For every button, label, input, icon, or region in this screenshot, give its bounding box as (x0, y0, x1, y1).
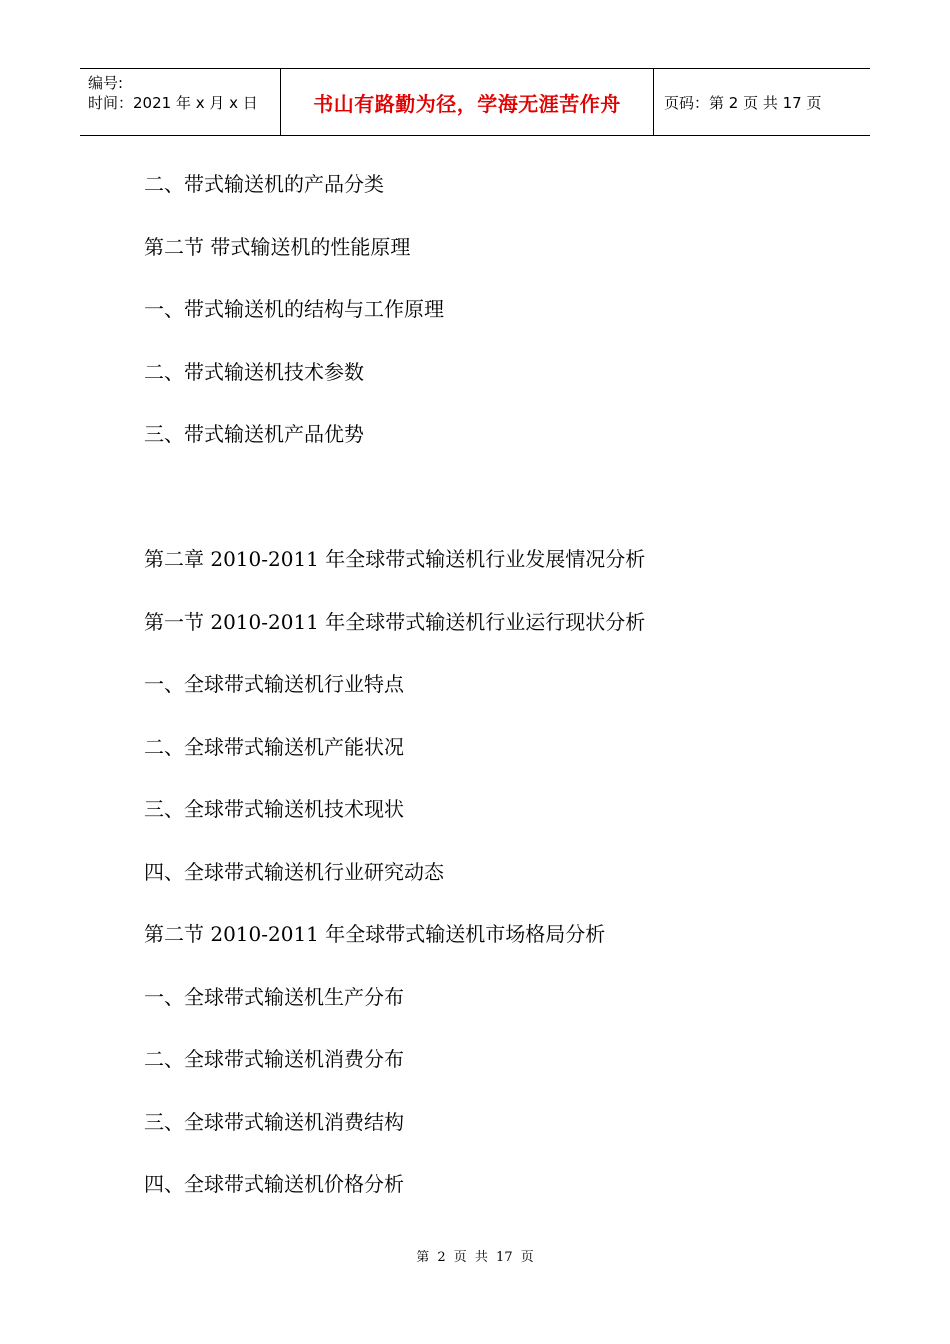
toc-item: 三、全球带式输送机消费结构 (144, 1109, 404, 1134)
toc-item: 第二章 2010-2011 年全球带式输送机行业发展情况分析 (144, 547, 646, 571)
toc-item: 一、全球带式输送机生产分布 (144, 984, 404, 1009)
table-of-contents (144, 168, 645, 1231)
toc-item: 一、带式输送机的结构与工作原理 (144, 297, 444, 321)
toc-item: 第二节 2010-2011 年全球带式输送机市场格局分析 (144, 922, 606, 946)
header-meta (80, 69, 281, 135)
toc-item: 二、带式输送机的产品分类 (144, 172, 384, 196)
toc-item: 二、全球带式输送机产能状况 (144, 734, 404, 759)
page-footer: 第 2 页 共 17 页 (416, 1250, 534, 1265)
document-date: 时间：2021 年 x 月 x 日 (88, 94, 258, 112)
page-header (80, 68, 870, 136)
header-page-info: 页码：第 2 页 共 17 页 (664, 93, 822, 112)
toc-item: 第一节 2010-2011 年全球带式输送机行业运行现状分析 (144, 609, 646, 634)
toc-item: 一、全球带式输送机行业特点 (144, 672, 404, 696)
toc-item: 四、全球带式输送机行业研究动态 (144, 859, 444, 884)
toc-item: 二、全球带式输送机消费分布 (144, 1047, 404, 1071)
header-motto: 书山有路勤为径，学海无涯苦作舟 (281, 69, 654, 135)
toc-item: 四、全球带式输送机价格分析 (144, 1172, 404, 1196)
toc-item: 三、全球带式输送机技术现状 (144, 797, 404, 821)
toc-item: 第二节 带式输送机的性能原理 (144, 234, 411, 259)
toc-spacer (144, 481, 645, 544)
toc-item: 二、带式输送机技术参数 (144, 359, 364, 384)
document-number-label: 编号: (88, 74, 124, 92)
toc-item: 三、带式输送机产品优势 (144, 422, 364, 446)
